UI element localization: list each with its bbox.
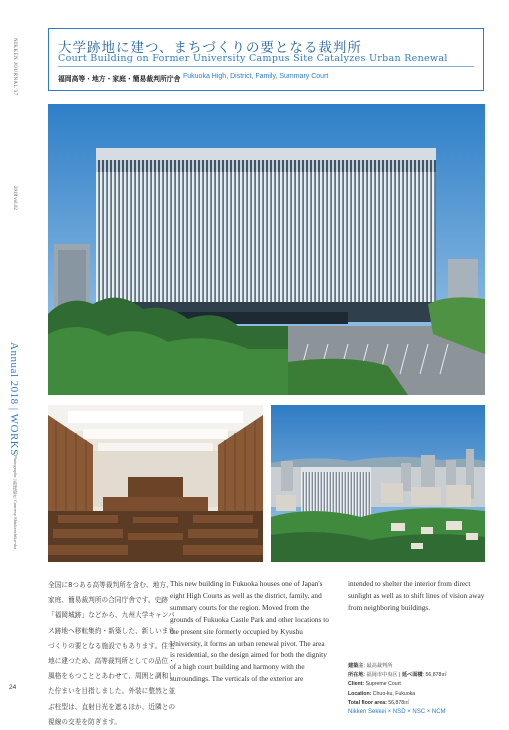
issue-date-label: 2018 vol.02: [12, 186, 17, 210]
city-aerial-photo: [271, 405, 485, 562]
project-name-jp: 福岡高等・地方・家庭・簡易裁判所庁舎: [58, 75, 181, 83]
project-name-en: Fukuoka High, District, Family, Summary Court: [183, 73, 329, 80]
page-title-jp: 大学跡地に建つ、まちづくりの要となる裁判所: [58, 40, 362, 56]
section-label: Annual 2018 | WORKS: [8, 342, 20, 456]
credit-location-jp: 所在地: 福岡市中央区 | 延べ面積: 56,878㎡: [348, 672, 447, 679]
photo-credit: Photographs | 新建築社 Courtesy Shinkenchiku-sha: [13, 455, 18, 550]
page-number: 24: [9, 684, 17, 691]
sidebar: [0, 0, 44, 720]
court-building-exterior-photo: [48, 104, 485, 395]
body-text-en-col2: intended to shelter the interior from direct sunlight as well as to shift lines of vision away from neighboring buildings.: [348, 579, 485, 612]
title-divider: [58, 66, 474, 67]
credit-location: Location: Chuo-ku, Fukuoka: [348, 690, 416, 697]
journal-label: NIKKEN JOURNAL 37: [12, 38, 17, 96]
courtroom-interior-photo: [48, 405, 263, 562]
body-text-en-col1: This new building in Fukuoka houses one of Japan's eight High Courts as well as the district, family, and summary courts for the region. Moved from the grounds of Fukuoka Castle Park and other locations to the present site formerly occupied by Kyushu University, it forms an urban renewal pivot. The area is residential, so the design aimed for both the dignity of a high court building and harmony with the surroundings. The verticals of the exterior are: [170, 579, 329, 684]
credit-area: Total floor area: 56,878㎡: [348, 699, 410, 706]
title-box: [48, 28, 484, 91]
project-credits: [348, 662, 488, 717]
credit-client: Client: Supreme Court: [348, 681, 401, 688]
page-title-en: Court Building on Former University Campus Site Catalyzes Urban Renewal: [58, 53, 448, 64]
credit-client-jp: 建築主: 最高裁判所: [348, 663, 393, 669]
body-text-jp: 全国に8つある高等裁判所を含む、地方、家庭、簡易裁判所の合同庁舎です。史跡「福岡城跡」などから、九州大学キャンパス跡地へ移転集約・新築した、新しいまちづくりの要となる施設でもあります。住宅地に建つため、高等裁判所としての品位・風格をもつこととあわせて、周囲と調和した佇まいを目指しました。外装に整然と並ぶ柱型は、直射日光を遮るほか、近隣との視線の交差を防ぎます。: [48, 581, 176, 726]
credit-firms: Nikken Sekkei × NSD × NSC × NCM: [348, 709, 446, 716]
